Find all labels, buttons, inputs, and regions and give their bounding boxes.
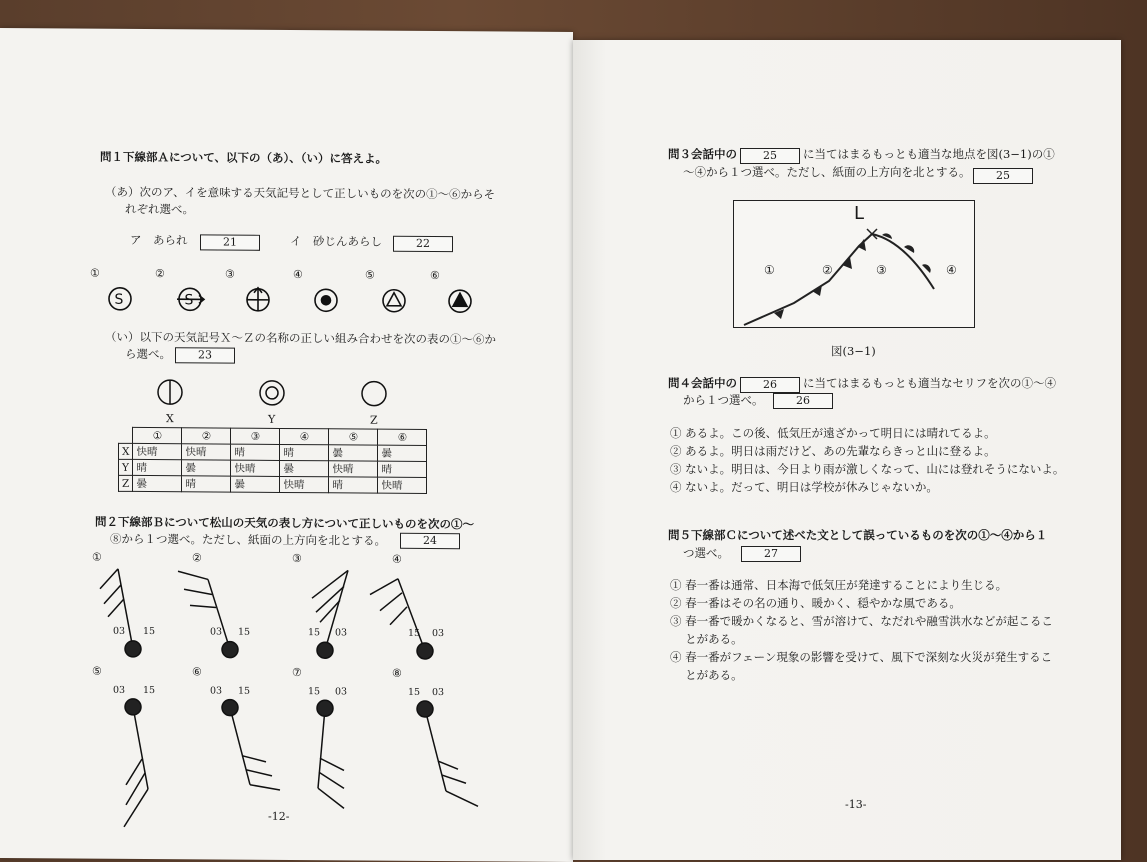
label-z: Z: [370, 414, 378, 427]
hail-symbol-icon: [449, 290, 471, 312]
symbol-num-4: ④: [293, 268, 303, 281]
wind-symbol-3-icon: [312, 570, 348, 658]
wind-label: 03: [335, 686, 347, 697]
wind-label: 03: [432, 687, 444, 698]
wind-label: 03: [210, 626, 222, 637]
table-cell: 曇: [329, 445, 378, 461]
wind-label: 15: [238, 627, 250, 638]
table-row: [119, 475, 427, 493]
q5-option-4: ④ 春一番がフェーン現象の影響を受けて、風下で深刻な火災が発生するこ: [670, 649, 1052, 666]
wind-num-1: ①: [92, 551, 102, 564]
symbol-num-5: ⑤: [365, 269, 375, 282]
wind-num-4: ④: [392, 553, 402, 566]
low-pressure-label: L: [854, 203, 864, 224]
q4-option-4: ④ ないよ。だって、明日は学校が休みじゃないか。: [670, 479, 938, 496]
q1a-line2: れぞれ選べ。: [125, 201, 194, 219]
table-cell: 快晴: [133, 443, 182, 459]
wind-label: 03: [432, 628, 444, 639]
q4-option-3: ③ ないよ。明日は、今日より雨が激しくなって、山には登れそうにないよ。: [670, 461, 1064, 478]
answer-box-23: 23: [175, 347, 235, 363]
wind-label: 03: [113, 626, 125, 637]
q4-option-2: ② あるよ。明日は雨だけど、あの先輩ならきっと山に登るよ。: [670, 443, 996, 460]
wind-num-2: ②: [192, 551, 202, 564]
wind-label: 15: [408, 687, 420, 698]
table-cell: 晴: [182, 476, 231, 492]
fig-num-3: ③: [876, 263, 887, 277]
symbol-num-6: ⑥: [430, 269, 440, 282]
table-header: ①: [133, 427, 182, 443]
table-cell: 曇: [280, 460, 329, 476]
q5-option-1: ① 春一番は通常、日本海で低気圧が発達することにより生じる。: [670, 577, 1007, 594]
q5-option-2: ② 春一番はその名の通り、暖かく、穏やかな風である。: [670, 595, 961, 612]
answer-box-26: 26: [740, 377, 800, 393]
fig-num-1: ①: [764, 263, 775, 277]
q5-line2: つ選べ。: [683, 545, 729, 562]
svg-text:S: S: [115, 292, 124, 308]
item-a-label: ア あられ: [130, 232, 188, 250]
wind-symbol-7-icon: [317, 700, 344, 808]
sleet-symbol-icon: [109, 288, 131, 310]
q4-option-1: ① あるよ。この後、低気圧が遠ざかって明日には晴れてるよ。: [670, 425, 996, 442]
wind-label: 03: [335, 627, 347, 638]
table-cell: 快晴: [329, 461, 378, 477]
wind-label: 03: [210, 685, 222, 696]
table-cell: 快晴: [231, 460, 280, 476]
table-cell: 快晴: [182, 444, 231, 460]
table-header: ⑥: [378, 429, 427, 445]
sandstorm-symbol-icon: [177, 288, 204, 310]
wind-label: 15: [143, 626, 155, 637]
q4-line2: から１つ選べ。: [683, 392, 764, 409]
table-header: ②: [182, 428, 231, 444]
wind-num-6: ⑥: [192, 665, 202, 678]
table-cell: 晴: [231, 444, 280, 460]
answer-box-24: 24: [400, 533, 460, 549]
answer-box-25: 25: [740, 148, 800, 164]
wind-label: 15: [308, 627, 320, 638]
table-cell: 曇: [182, 460, 231, 476]
q5-line1: 問５下線部Ｃについて述べた文として誤っているものを次の①～④から１: [668, 527, 1047, 544]
wind-num-3: ③: [292, 552, 302, 565]
wind-num-7: ⑦: [292, 666, 302, 679]
sunny-symbol-icon: [260, 381, 284, 405]
fig-num-4: ④: [946, 263, 957, 277]
answer-box-21: 21: [200, 234, 260, 250]
answer-box-22: 22: [393, 236, 453, 252]
row-label: X: [119, 443, 133, 459]
wind-symbol-6-icon: [222, 700, 280, 790]
table-header: ③: [231, 428, 280, 444]
q4-pre: 問４会話中の: [668, 375, 737, 392]
wind-label: 15: [408, 628, 420, 639]
answer-box-27: 27: [741, 546, 801, 562]
table-cell: 晴: [329, 477, 378, 493]
q1-title: 問１下線部Ａについて、以下の（あ）、（い）に答えよ。: [100, 149, 387, 168]
snow-symbol-icon: [383, 290, 405, 312]
figure-caption: 図(3−1): [831, 343, 876, 360]
table-cell: 曇: [378, 445, 427, 461]
q2-line2: ⑧から１つ選べ。ただし、紙面の上方向を北とする。: [110, 531, 386, 550]
label-y: Y: [268, 413, 275, 426]
table-cell: 晴: [378, 461, 427, 477]
left-page: [0, 28, 573, 862]
table-header: ⑤: [329, 429, 378, 445]
table-cell: 晴: [280, 444, 329, 460]
q5-option-3-cont: とがある。: [670, 631, 743, 648]
page-number-right: -13-: [845, 798, 866, 811]
q5-option-4-cont: とがある。: [670, 667, 743, 684]
wind-label: 15: [308, 686, 320, 697]
wind-num-5: ⑤: [92, 665, 102, 678]
table-cell: 曇: [133, 475, 182, 491]
xyz-symbols: [0, 373, 573, 417]
q5-option-3: ③ 春一番で暖かくなると、雪が溶けて、なだれや融雪洪水などが起こるこ: [670, 613, 1053, 630]
row-label: Z: [119, 475, 133, 491]
wind-symbol-8-icon: [417, 701, 478, 806]
figure-3-1: [733, 200, 975, 328]
table-cell: 曇: [231, 476, 280, 492]
symbol-num-2: ②: [155, 267, 165, 280]
weather-table: [118, 427, 427, 494]
wind-num-8: ⑧: [392, 667, 402, 680]
row-label: Y: [119, 459, 133, 475]
q1a-line1: （あ）次のア、イを意味する天気記号として正しいものを次の①～⑥からそ: [105, 184, 495, 204]
svg-text:S: S: [185, 292, 194, 308]
answer-box-26b: 26: [773, 393, 833, 409]
fog-symbol-icon: [247, 288, 269, 311]
wind-symbol-4-icon: [370, 579, 433, 659]
wind-symbols: [0, 548, 573, 852]
clear-sky-symbol-icon: [158, 380, 182, 404]
wind-label: 15: [143, 685, 155, 696]
table-cell: 快晴: [280, 476, 329, 492]
page-number-left: -12-: [268, 810, 289, 823]
table-cell: 快晴: [378, 477, 427, 493]
q1b-line2: ら選べ。: [125, 346, 171, 364]
right-page: [573, 40, 1121, 860]
wind-symbol-1-icon: [100, 569, 141, 657]
q4-post: に当てはまるもっとも適当なセリフを次の①～④: [803, 375, 1056, 392]
table-header: ④: [280, 428, 329, 444]
wind-symbol-2-icon: [178, 571, 238, 657]
cloudy-symbol-icon: [362, 382, 386, 406]
wind-label: 03: [113, 685, 125, 696]
q2-line1: 問２下線部Ｂについて松山の天気の表し方について正しいものを次の①～: [95, 514, 474, 534]
symbol-num-1: ①: [90, 267, 100, 280]
label-x: X: [166, 412, 174, 425]
q3-post: に当てはまるもっとも適当な地点を図(3−1)の①: [803, 146, 1055, 163]
wind-label: 15: [238, 686, 250, 697]
table-cell: 晴: [133, 459, 182, 475]
rain-symbol-icon: [315, 289, 337, 311]
q1b-line1: （い）以下の天気記号Ｘ～Ｚの名称の正しい組み合わせを次の表の①～⑥か: [105, 329, 496, 349]
fig-num-2: ②: [822, 263, 833, 277]
q3-line2: ～④から１つ選べ。ただし、紙面の上方向を北とする。: [683, 164, 971, 181]
item-i-label: イ 砂じんあらし: [290, 233, 382, 251]
q3-pre: 問３会話中の: [668, 146, 737, 163]
wind-symbol-5-icon: [124, 699, 148, 827]
symbol-num-3: ③: [225, 268, 235, 281]
answer-box-25b: 25: [973, 168, 1033, 184]
